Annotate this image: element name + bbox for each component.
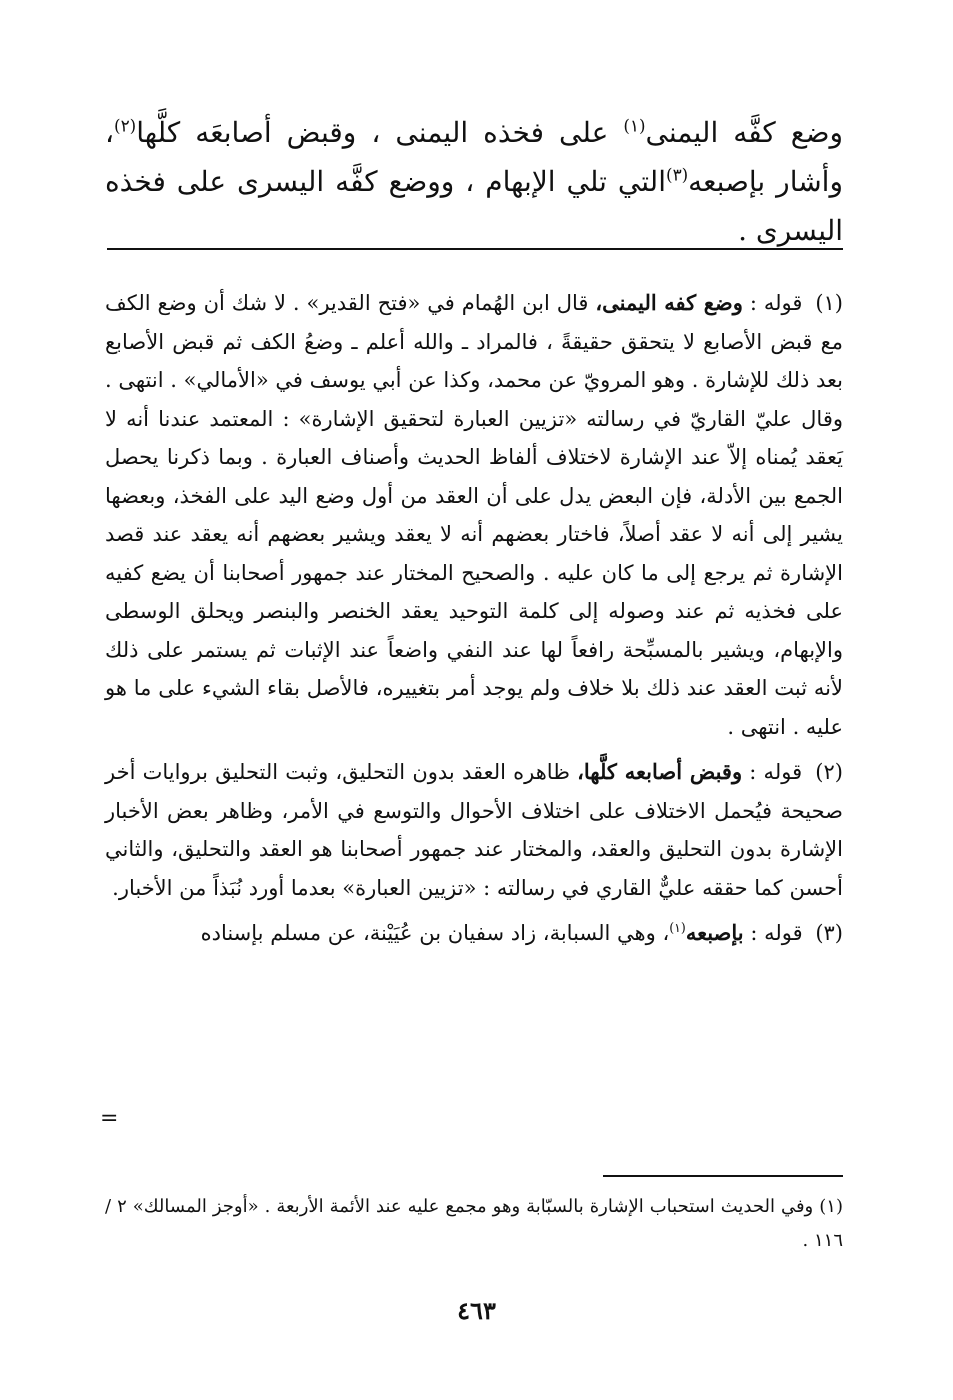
note-number: (٢) xyxy=(815,760,843,784)
note-heading: وقبض أصابعه كلَّها، xyxy=(577,759,743,784)
footnote-ref: (٢) xyxy=(114,115,137,136)
footnote xyxy=(105,1190,843,1258)
footnote-text: وفي الحديث استحباب الإشارة بالسبّابة وهو مجمع عليه عند الأئمة الأربعة . «أوجز المسالك» ٢ / ١١٦ . xyxy=(105,1196,843,1251)
main-text xyxy=(105,108,843,255)
footnote-number: (١) xyxy=(819,1196,843,1217)
main-text-part: التي تلي الإبهام ، ووضع كفَّه اليسرى على فخذه اليسرى . xyxy=(105,165,843,247)
commentary-note-2 xyxy=(105,753,843,907)
note-text: قال ابن الهُمام في «فتح القدير» . لا شك أن وضع الكف مع قبض الأصابع لا يتحقق حقيقةً ، فالمراد ـ والله أعلم ـ وضعُ الكف ثم قبض الأصابع بعد ذلك للإشارة . وهو المرويّ عن محمد، وكذا عن أبي يوسف في «الأمالي» . انتهى . وقال عليّ القاريّ في رسالته «تزيين العبارة لتحقيق الإشارة» : المعتمد عندنا أنه لا يَعقد يُمناه إلاّ عند الإشارة لاختلاف ألفاظ الحديث وأصناف العبارة . وبما ذكرنا يحصل الجمع بين الأدلة، فإن البعض يدل على أن العقد من أول وضع اليد على الفخذ، وبعضها يشير إلى أنه لا عقد أصلاً، فاختار بعضهم أنه لا يعقد ويشير بعضهم أنه يعقد عند قصد الإشارة ثم يرجع إلى ما كان عليه . والصحيح المختار عند جمهور أصحابنا أن يضع كفيه على فخذيه ثم عند وصوله إلى كلمة التوحيد يعقد الخنصر والبنصر ويحلق الوسطى والإبهام، ويشير بالمسبِّحة رافعاً لها عند النفي واضعاً عند الإثبات ثم يستمر على ذلك لأنه ثبت العقد عند ذلك بلا خلاف ولم يوجد أمر بتغييره، فالأصل بقاء الشيء على ما هو عليه . انتهى . xyxy=(105,291,843,739)
commentary-note-3 xyxy=(105,914,843,953)
note-number: (٣) xyxy=(815,921,843,945)
note-heading: وضع كفه اليمنى، xyxy=(595,290,743,315)
main-paragraph xyxy=(105,108,843,255)
continuation-mark: = xyxy=(100,1106,119,1131)
main-text-part: على فخذه اليمنى ، وقبض أصابعَه كلَّها xyxy=(136,116,624,149)
main-separator-rule xyxy=(107,248,843,250)
main-text-part: وضع كفَّه اليمنى xyxy=(645,116,843,149)
note-lead: قوله : xyxy=(749,760,803,784)
note-text: ، وهي السبابة، زاد سفيان بن عُيَيْنة، عن مسلم بإسناده xyxy=(200,921,670,945)
footnote-separator-rule xyxy=(603,1175,843,1177)
page-number: ٤٦٣ xyxy=(457,1296,496,1325)
note-heading: بإصبعه xyxy=(685,920,744,945)
footnote-ref: (١) xyxy=(669,920,686,935)
footnote-ref: (٣) xyxy=(666,164,689,185)
note-lead: قوله : xyxy=(749,291,803,315)
main-text-part: ، وأشار بإصبعه xyxy=(105,116,843,198)
footnote-ref: (١) xyxy=(623,115,646,136)
note-number: (١) xyxy=(815,291,843,315)
commentary-notes xyxy=(105,284,843,960)
note-text: ظاهره العقد بدون التحليق، وثبت التحليق بروايات أخر صحيحة فيُحمل الاختلاف على اختلاف الأحوال والتوسع في الأمر، وظاهر بعض الأخبار الإشارة بدون التحليق والعقد، والمختار عند جمهور أصحابنا هو العقد والتحليق، والثاني أحسن كما حققه عليٌّ القاري في رسالته : «تزيين العبارة» بعدما أورد نُبَذاً من الأخبار. xyxy=(105,760,843,900)
note-lead: قوله : xyxy=(750,921,803,945)
commentary-note-1 xyxy=(105,284,843,746)
